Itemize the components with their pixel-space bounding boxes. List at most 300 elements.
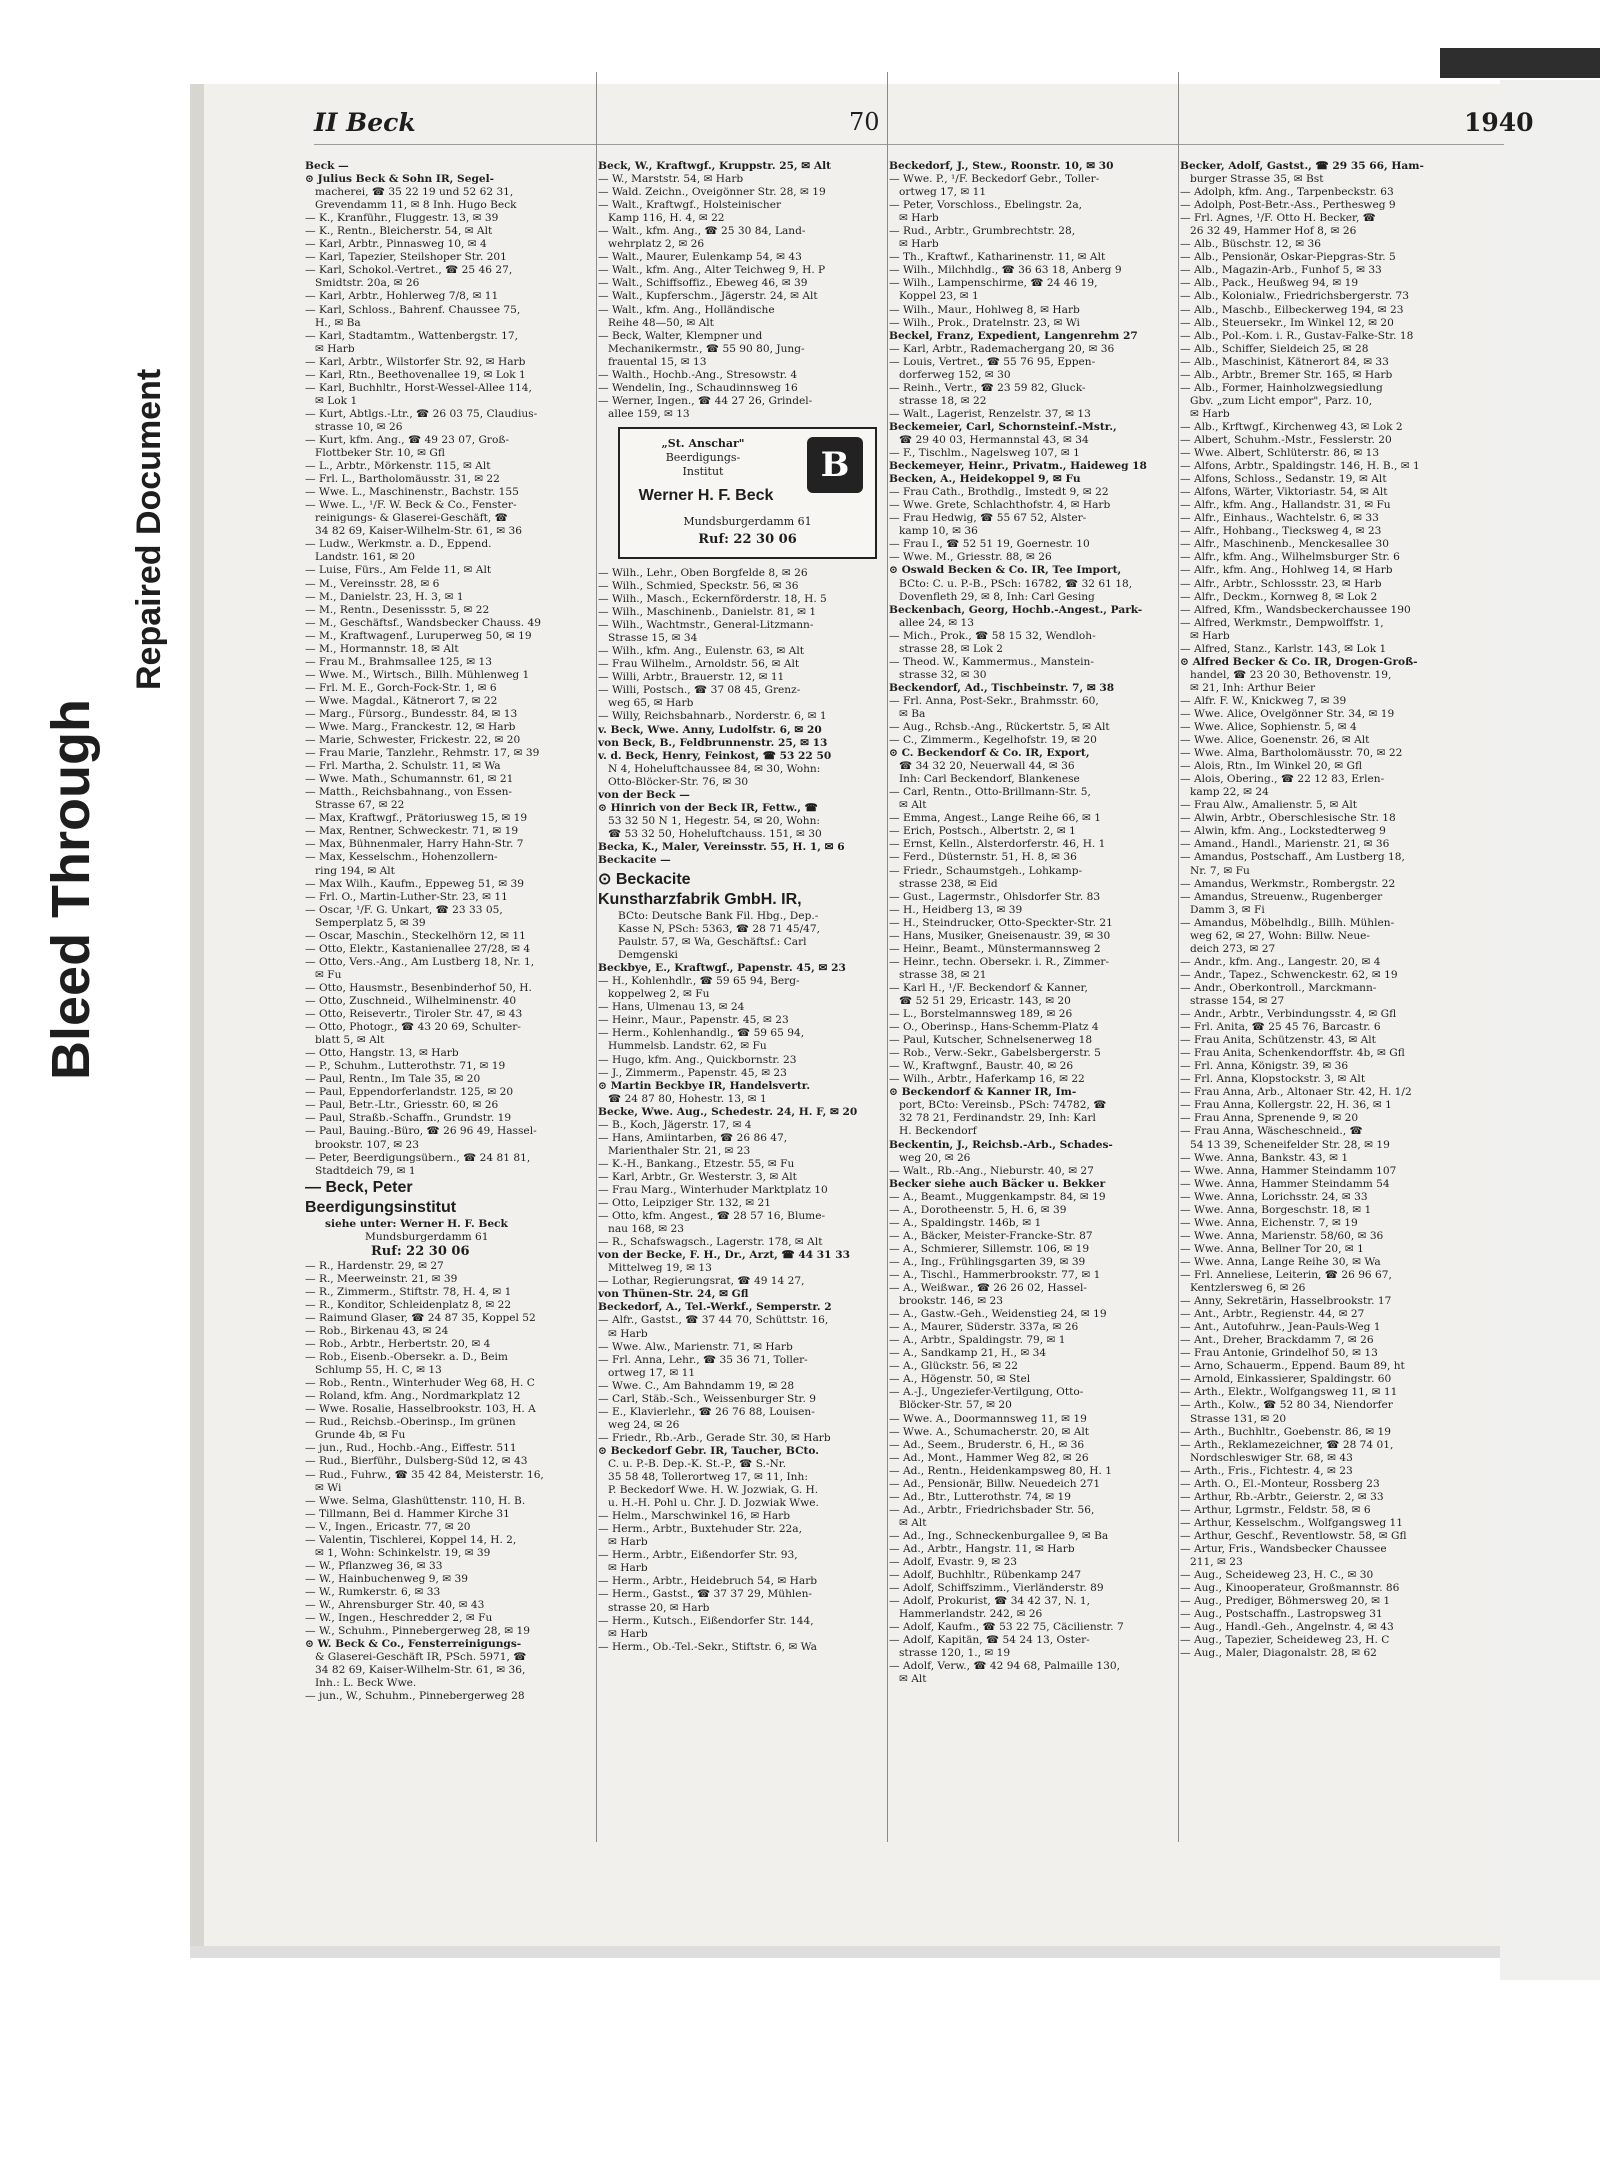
directory-entry: brookstr. 146, ✉ 23 — [899, 1295, 1004, 1308]
directory-entry: ✉ Harb — [608, 1327, 648, 1340]
directory-entry: — Alfr., Einhaus., Wachtelstr. 6, ✉ 33 — [1180, 512, 1379, 525]
directory-entry: von der Beck — — [598, 788, 690, 801]
directory-entry: Beckendorf, Ad., Tischbeinstr. 7, ✉ 38 — [889, 681, 1115, 694]
directory-entry: — Andr., Tapez., Schwenckestr. 62, ✉ 19 — [1180, 968, 1398, 981]
directory-entry: — M., Geschäftsf., Wandsbecker Chauss. 49 — [305, 616, 541, 629]
directory-entry: Kentzlersweg 6, ✉ 26 — [1190, 1282, 1306, 1295]
directory-entry: — Otto, kfm. Angest., ☎ 28 57 16, Blume- — [598, 1210, 826, 1223]
directory-entry: — Ant., Arbtr., Regienstr. 44, ✉ 27 — [1180, 1308, 1365, 1321]
page-year: 1940 — [1464, 108, 1534, 137]
directory-entry: — Karl, Arbtr., Rademachergang 20, ✉ 36 — [889, 342, 1115, 355]
directory-entry: — Wwe. Alice, Goenenstr. 26, ✉ Alt — [1180, 734, 1370, 747]
directory-entry: — Alfr., Deckm., Kornweg 8, ✉ Lok 2 — [1180, 590, 1378, 603]
directory-entry: — Ad., Arbtr., Hangstr. 11, ✉ Harb — [889, 1542, 1075, 1555]
directory-entry: — W., Marststr. 54, ✉ Harb — [598, 173, 744, 186]
directory-entry: — Alfr., kfm. Ang., Hohlweg 14, ✉ Harb — [1180, 564, 1393, 577]
stamp-bleed-through: Bleed Through — [41, 699, 101, 1080]
directory-entry: — Wilh., Lampenschirme, ☎ 24 46 19, — [889, 277, 1098, 290]
directory-entry: ⊙ Oswald Becken & Co. IR, Tee Import, — [889, 564, 1122, 577]
directory-entry: — Frau Anna, Kollergstr. 22, H. 36, ✉ 1 — [1180, 1099, 1392, 1112]
directory-entry: — Herm., Arbtr., Heidebruch 54, ✉ Harb — [598, 1575, 818, 1588]
directory-entry: — Frl. Anneliese, Leiterin, ☎ 26 96 67, — [1180, 1268, 1392, 1281]
directory-entry: — K., Kranführ., Fluggestr. 13, ✉ 39 — [305, 212, 499, 225]
directory-entry: — Hans, Amiintarben, ☎ 26 86 47, — [598, 1131, 788, 1144]
directory-entry: ⊙ Julius Beck & Sohn IR, Segel- — [305, 173, 495, 186]
directory-entry: — Arth., Kolw., ☎ 52 80 34, Niendorfer — [1180, 1399, 1393, 1412]
directory-entry: — Wwe. L., Maschinenstr., Bachstr. 155 — [305, 486, 519, 499]
directory-entry: — Rud., Bierführ., Dulsberg-Süd 12, ✉ 43 — [305, 1455, 528, 1468]
directory-entry: — Arthur, Geschf., Reventlowstr. 58, ✉ Gfl — [1180, 1529, 1407, 1542]
directory-entry: — Otto, Hangstr. 13, ✉ Harb — [305, 1047, 459, 1060]
directory-entry: ⊙ Martin Beckbye IR, Handelsvertr. — [598, 1079, 811, 1092]
directory-entry: ☎ 52 51 29, Ericastr. 143, ✉ 20 — [899, 995, 1071, 1007]
directory-entry: 26 32 49, Hammer Hof 8, ✉ 26 — [1190, 225, 1357, 238]
listing-title: ⊙ Beckacite — [598, 871, 691, 889]
directory-entry: ✉ Harb — [1190, 407, 1230, 420]
listing-subtitle: Beerdigungsinstitut — [305, 1198, 457, 1216]
directory-entry: u. H.-H. Pohl u. Chr. J. D. Jozwiak Wwe. — [608, 1497, 819, 1510]
directory-entry: Hummelsb. Landstr. 62, ✉ Fu — [608, 1040, 767, 1053]
directory-entry: 53 32 50 N 1, Hegestr. 54, ✉ 20, Wohn: — [608, 814, 820, 827]
directory-entry: ☎ 53 32 50, Hoheluftchauss. 151, ✉ 30 — [608, 827, 822, 840]
directory-entry: — Wilh., Maur., Hohlweg 8, ✉ Harb — [889, 303, 1080, 316]
directory-entry: — Karl, Schloss., Bahrenf. Chaussee 75, — [305, 303, 521, 316]
directory-entry: BCto: C. u. P.-B., PSch: 16782, ☎ 32 61 18, — [899, 577, 1133, 590]
directory-entry: — Arthur, Kesselschm., Wolfgangsweg 11 — [1180, 1516, 1403, 1529]
listing-detail: BCto: Deutsche Bank Fil. Hbg., Dep.- — [618, 910, 819, 923]
directory-entry: — Otto, Reisevertr., Tiroler Str. 47, ✉ 43 — [305, 1008, 523, 1021]
directory-entry: — Wwe. Marg., Franckestr. 12, ✉ Harb — [305, 721, 516, 734]
directory-entry: — Walt., Maurer, Eulenkamp 54, ✉ 43 — [598, 251, 802, 264]
directory-entry: — Alfr. F. W., Knickweg 7, ✉ 39 — [1180, 694, 1347, 707]
directory-entry: Beckedorf, J., Stew., Roonstr. 10, ✉ 30 — [889, 160, 1114, 172]
directory-entry: — Wwe. Anna, Borgeschstr. 18, ✉ 1 — [1180, 1203, 1372, 1216]
directory-entry: — A., Schmierer, Sillemstr. 106, ✉ 19 — [889, 1242, 1090, 1255]
directory-entry: — Frl. Martha, 2. Schulstr. 11, ✉ Wa — [305, 760, 501, 773]
directory-entry: — Hugo, kfm. Ang., Quickbornstr. 23 — [598, 1053, 797, 1066]
listing-detail: Kasse N, PSch: 5363, ☎ 28 71 45/47, — [618, 923, 820, 936]
directory-entry: — Frau Anna, Wäscheschneid., ☎ — [1180, 1125, 1363, 1138]
directory-entry: — V., Ingen., Ericastr. 77, ✉ 20 — [305, 1520, 471, 1533]
directory-entry: — Alb., Kolonialw., Friedrichsbergerstr. 73 — [1180, 290, 1410, 303]
directory-entry: — Willi, Arbtr., Brauerstr. 12, ✉ 11 — [598, 671, 785, 684]
page-number: 70 — [849, 108, 880, 136]
directory-entry: — Paul, Bauing.-Büro, ☎ 26 96 49, Hassel- — [305, 1125, 537, 1138]
directory-entry: — A., Dorotheenstr. 5, H. 6, ✉ 39 — [889, 1203, 1067, 1216]
ad-logo-icon: B — [807, 437, 863, 493]
directory-entry: handel, ☎ 23 20 30, Bethovenstr. 19, — [1190, 668, 1392, 681]
directory-entry: — F., Tischlm., Nagelsweg 107, ✉ 1 — [889, 447, 1080, 460]
directory-entry: ✉ Lok 1 — [315, 394, 358, 407]
directory-entry: ☎ 24 87 80, Hohestr. 13, ✉ 1 — [608, 1092, 767, 1105]
listing-title: — Beck, Peter — [305, 1178, 413, 1196]
directory-entry: ✉ Harb — [315, 342, 355, 355]
directory-entry: — Wwe. Alw., Marienstr. 71, ✉ Harb — [598, 1340, 793, 1353]
directory-entry: — Aug., Tapezier, Scheideweg 23, H. C — [1180, 1634, 1390, 1647]
directory-entry: allee 159, ✉ 13 — [608, 407, 690, 420]
directory-entry: — Alb., Arbtr., Bremer Str. 165, ✉ Harb — [1180, 368, 1393, 381]
directory-entry: — Adolph, Post-Betr.-Ass., Perthesweg 9 — [1180, 199, 1396, 212]
directory-entry: — Frau M., Brahmsallee 125, ✉ 13 — [305, 655, 492, 668]
directory-entry: — Otto, Elektr., Kastanienallee 27/28, ✉ 4 — [305, 942, 531, 955]
directory-entry: — Adolf, Buchhltr., Rübenkamp 247 — [889, 1569, 1082, 1582]
directory-entry: port, BCto: Vereinsb., PSch: 74782, ☎ — [899, 1099, 1107, 1112]
directory-entry: strasse 154, ✉ 27 — [1190, 995, 1285, 1007]
directory-entry: — Walt., kfm. Ang., Holländische — [598, 303, 775, 316]
directory-entry: ✉ 1, Wohn: Schinkelstr. 19, ✉ 39 — [315, 1546, 491, 1559]
directory-entry: — Hans, Ulmenau 13, ✉ 24 — [598, 1001, 745, 1014]
directory-entry: — Frau Anita, Schützenstr. 43, ✉ Alt — [1180, 1034, 1376, 1047]
directory-entry: — R., Meerweinstr. 21, ✉ 39 — [305, 1272, 458, 1285]
directory-entry: — W., Pflanzweg 36, ✉ 33 — [305, 1559, 443, 1572]
directory-entry: — Adolf, Verw., ☎ 42 94 68, Palmaille 130, — [889, 1660, 1120, 1673]
directory-entry: — Karl, Arbtr., Wilstorfer Str. 92, ✉ Harb — [305, 355, 526, 368]
directory-entry: — Adolf, Evastr. 9, ✉ 23 — [889, 1556, 1017, 1569]
directory-entry: — Arth., Reklamezeichner, ☎ 28 74 01, — [1180, 1438, 1394, 1451]
directory-entry: Reihe 48—50, ✉ Alt — [608, 316, 714, 329]
directory-entry: Nr. 7, ✉ Fu — [1190, 864, 1250, 877]
directory-entry: — Karl, Rtn., Beethovenallee 19, ✉ Lok 1 — [305, 368, 526, 381]
directory-entry: — Alb., Schiffer, Sieldeich 25, ✉ 28 — [1180, 342, 1369, 355]
directory-entry: — Ad., Seem., Bruderstr. 6, H., ✉ 36 — [889, 1438, 1085, 1451]
directory-entry: — A., Ing., Frühlingsgarten 39, ✉ 39 — [889, 1255, 1086, 1268]
directory-entry: Beckenbach, Georg, Hochb.-Angest., Park- — [889, 603, 1143, 616]
directory-entry: — Wwe. Math., Schumannstr. 61, ✉ 21 — [305, 773, 514, 786]
directory-entry: Beckentin, J., Reichsb.-Arb., Schades- — [889, 1138, 1113, 1151]
directory-entry: — R., Hardenstr. 29, ✉ 27 — [305, 1259, 444, 1272]
directory-entry: — Alb., Pol.-Kom. i. R., Gustav-Falke-Str. 18 — [1180, 329, 1414, 342]
directory-entry: — Matth., Reichsbahnang., von Essen- — [305, 786, 512, 799]
directory-entry: Becken, A., Heidekoppel 9, ✉ Fu — [889, 473, 1081, 486]
directory-entry: Becker siehe auch Bäcker u. Bekker — [889, 1177, 1106, 1190]
directory-entry: — Wilh., Masch., Eckernförderstr. 18, H. 5 — [598, 593, 827, 606]
directory-entry: — C., Zimmerm., Kegelhofstr. 19, ✉ 20 — [889, 734, 1097, 747]
directory-entry: — Rob., Verw.-Sekr., Gabelsbergerstr. 5 — [889, 1047, 1101, 1060]
directory-entry: Beck — — [305, 160, 349, 172]
directory-entry: — Paul, Rentn., Im Tale 35, ✉ 20 — [305, 1073, 481, 1086]
directory-entry: — Alb., Pensionär, Oskar-Piepgras-Str. 5 — [1180, 251, 1396, 264]
directory-entry: — Th., Kraftwf., Katharinenstr. 11, ✉ Alt — [889, 251, 1106, 264]
directory-entry: — Arnold, Einkassierer, Spaldingstr. 60 — [1180, 1373, 1392, 1386]
directory-entry: — Aug., Rchsb.-Ang., Rückertstr. 5, ✉ Alt — [889, 721, 1110, 734]
ad-line: Beerdigungs- — [665, 450, 741, 464]
directory-entry: Landstr. 161, ✉ 20 — [315, 551, 415, 564]
directory-entry: v. Beck, Wwe. Anny, Ludolfstr. 6, ✉ 20 — [598, 723, 822, 736]
directory-entry: — Herm., Ob.-Tel.-Sekr., Stiftstr. 6, ✉ Wa — [598, 1640, 817, 1653]
ad-phone: Ruf: 22 30 06 — [698, 531, 797, 547]
directory-entry: — Wwe. Anna, Lange Reihe 30, ✉ Wa — [1180, 1255, 1381, 1268]
directory-entry: — Adolf, Schiffszimm., Vierländerstr. 89 — [889, 1582, 1104, 1595]
directory-entry: — jun., Rud., Hochb.-Ang., Eiffestr. 511 — [305, 1442, 517, 1455]
page-bottom-edge — [190, 1946, 1500, 1958]
directory-entry: — Wwe. M., Wirtsch., Billh. Mühlenweg 1 — [305, 668, 530, 681]
directory-entry: Beckacite — — [598, 853, 671, 866]
directory-entry: — Adolph, kfm. Ang., Tarpenbeckstr. 63 — [1180, 186, 1394, 199]
directory-entry: — Walt., kfm. Ang., ☎ 25 30 84, Land- — [598, 225, 806, 238]
directory-entry: — Karl, Schokol.-Vertret., ☎ 25 46 27, — [305, 264, 513, 277]
directory-entry: — M., Hormannstr. 18, ✉ Alt — [305, 642, 459, 655]
directory-entry: — Arth., Elektr., Wolfgangsweg 11, ✉ 11 — [1180, 1386, 1398, 1399]
directory-entry: — Frau I., ☎ 52 51 19, Goernestr. 10 — [889, 538, 1090, 551]
directory-entry: — Alwin, Arbtr., Oberschlesische Str. 18 — [1180, 812, 1396, 825]
directory-entry: — Heinr., Maur., Papenstr. 45, ✉ 23 — [598, 1014, 789, 1027]
directory-entry: ✉ Harb — [1190, 629, 1230, 642]
directory-entry: — Ad., Arbtr., Friedrichsbader Str. 56, — [889, 1503, 1095, 1516]
directory-entry: ortweg 17, ✉ 11 — [899, 186, 987, 199]
directory-entry: — Frl. Anna, Klopstockstr. 3, ✉ Alt — [1180, 1073, 1366, 1086]
directory-entry: strasse 18, ✉ 22 — [899, 394, 987, 407]
directory-entry: — Wwe. Alice, Ovelgönner Str. 34, ✉ 19 — [1180, 707, 1395, 720]
directory-entry: — A., Maurer, Süderstr. 337a, ✉ 26 — [889, 1321, 1079, 1334]
directory-entry: — Alfons, Schloss., Sedanstr. 19, ✉ Alt — [1180, 473, 1387, 486]
directory-entry: — A., Glückstr. 56, ✉ 22 — [889, 1360, 1019, 1373]
directory-entry: ring 194, ✉ Alt — [315, 864, 395, 877]
directory-entry: — Wwe. P., ¹/F. Beckedorf Gebr., Toller- — [889, 173, 1100, 186]
directory-entry: — Wwe. Magdal., Kätnerort 7, ✉ 22 — [305, 694, 498, 707]
directory-entry: macherei, ☎ 35 22 19 und 52 62 31, — [315, 186, 514, 199]
directory-entry: — Karl, Stadtamtm., Wattenbergstr. 17, — [305, 329, 518, 342]
directory-entry: — Arno, Schauerm., Eppend. Baum 89, ht — [1180, 1360, 1405, 1373]
directory-entry: — Adolf, Kapitän, ☎ 54 24 13, Oster- — [889, 1634, 1090, 1647]
directory-entry: — Wilh., Wachtmstr., General-Litzmann- — [598, 619, 814, 632]
directory-entry: — Alb., Büschstr. 12, ✉ 36 — [1180, 238, 1321, 251]
directory-entry: — L., Arbtr., Mörkenstr. 115, ✉ Alt — [305, 460, 491, 473]
directory-entry: — Arth. O., El.-Monteur, Rossberg 23 — [1180, 1477, 1380, 1490]
directory-entry: — Peter, Beerdigungsübern., ☎ 24 81 81, — [305, 1151, 531, 1164]
scan-edge-bar — [1440, 48, 1600, 78]
listing-address: Mundsburgerdamm 61 — [365, 1230, 489, 1243]
directory-entry: — W., Hainbuchenweg 9, ✉ 39 — [305, 1572, 469, 1585]
directory-entry: Grunde 4b, ✉ Fu — [315, 1429, 406, 1442]
directory-entry: — Wilh., Lehr., Oben Borgfelde 8, ✉ 26 — [598, 566, 808, 579]
directory-entry: — Erich, Postsch., Albertstr. 2, ✉ 1 — [889, 825, 1076, 838]
directory-entry: Otto-Blöcker-Str. 76, ✉ 30 — [608, 775, 749, 788]
directory-entry: — Alois, Rtn., Im Winkel 20, ✉ Gfl — [1180, 760, 1363, 773]
directory-entry: — Wwe. Alice, Sophienstr. 5, ✉ 4 — [1180, 721, 1357, 734]
directory-entry: — Ad., Mont., Hammer Weg 82, ✉ 26 — [889, 1451, 1089, 1464]
directory-entry: — A., Högenstr. 50, ✉ Stel — [889, 1373, 1031, 1386]
directory-entry: — Frl. O., Martin-Luther-Str. 23, ✉ 11 — [305, 890, 508, 903]
directory-entry: — Rud., Reichsb.-Oberinsp., Im grünen — [305, 1416, 516, 1429]
column-divider — [596, 72, 597, 1842]
directory-page — [190, 84, 1534, 1946]
directory-entry: — Arth., Buchhltr., Goebenstr. 86, ✉ 19 — [1180, 1425, 1391, 1438]
directory-entry: ✉ Harb — [899, 212, 939, 225]
directory-entry: — Frau Antonie, Grindelhof 50, ✉ 13 — [1180, 1347, 1378, 1360]
directory-entry: — Frau Marg., Winterhuder Marktplatz 10 — [598, 1184, 828, 1196]
directory-entry: — Karl, Tapezier, Steilshoper Str. 201 — [305, 251, 507, 264]
directory-entry: Beckel, Franz, Expedient, Langenrehm 27 — [889, 329, 1138, 342]
directory-entry: 211, ✉ 23 — [1190, 1556, 1243, 1569]
directory-entry: — Alb., Maschb., Eilbeckerweg 194, ✉ 23 — [1180, 303, 1404, 316]
directory-entry: — Adolf, Prokurist, ☎ 34 42 37, N. 1, — [889, 1595, 1091, 1608]
directory-entry: — Herm., Gastst., ☎ 37 37 29, Mühlen- — [598, 1588, 812, 1601]
directory-entry: — Wwe. Anna, Marienstr. 58/60, ✉ 36 — [1180, 1229, 1384, 1242]
directory-entry: ortweg 17, ✉ 11 — [608, 1366, 696, 1379]
directory-entry: — Paul, Eppendorferlandstr. 125, ✉ 20 — [305, 1086, 514, 1099]
directory-entry: strasse 28, ✉ Lok 2 — [899, 642, 1003, 655]
directory-entry: — Max, Bühnenmaler, Harry Hahn-Str. 7 — [305, 838, 524, 851]
directory-entry: — A., Gastw.-Geh., Weidenstieg 24, ✉ 19 — [889, 1308, 1107, 1321]
directory-entry: Becker, Adolf, Gastst., ☎ 29 35 66, Ham- — [1180, 160, 1424, 172]
directory-entry: — Amand., Handl., Marienstr. 21, ✉ 36 — [1180, 838, 1390, 851]
directory-entry: Strasse 15, ✉ 34 — [608, 632, 698, 645]
directory-entry: — A., Bäcker, Meister-Francke-Str. 87 — [889, 1229, 1093, 1242]
directory-entry: ☎ 34 32 20, Neuerwall 44, ✉ 36 — [899, 760, 1075, 773]
directory-entry: — Frl. Agnes, ¹/F. Otto H. Becker, ☎ — [1180, 212, 1376, 225]
directory-entry: — Wwe. Anna, Hammer Steindamm 54 — [1180, 1177, 1390, 1190]
directory-entry: — K., Rentn., Bleicherstr. 54, ✉ Alt — [305, 225, 493, 238]
directory-entry: — Ad., Ing., Schneckenburgallee 9, ✉ Ba — [889, 1529, 1109, 1542]
directory-entry: — Alb., Steuersekr., Im Winkel 12, ✉ 20 — [1180, 316, 1394, 329]
directory-entry: Inh: Carl Beckendorf, Blankenese — [899, 773, 1080, 786]
directory-entry: — Karl, Arbtr., Gr. Westerstr. 3, ✉ Alt — [598, 1170, 797, 1183]
directory-entry: Beckemeyer, Heinr., Privatm., Haideweg 18 — [889, 460, 1147, 473]
directory-entry: — Frau Anna, Arb., Altonaer Str. 42, H. 1/2 — [1180, 1086, 1412, 1099]
directory-entry: Koppel 23, ✉ 1 — [899, 290, 979, 303]
directory-entry: — Friedr., Schaumstgeh., Lohkamp- — [889, 864, 1083, 877]
directory-entry: — Artur, Fris., Wandsbecker Chaussee — [1180, 1542, 1387, 1555]
directory-entry: — Wilh., Schmied, Speckstr. 56, ✉ 36 — [598, 579, 799, 592]
directory-entry: — A., Beamt., Muggenkampstr. 84, ✉ 19 — [889, 1190, 1106, 1203]
listing-subtitle: Kunstharzfabrik GmbH. IR, — [598, 891, 802, 909]
directory-entry: — Walt., Kupferschm., Jägerstr. 24, ✉ Alt — [598, 290, 818, 303]
directory-entry: — Rob., Birkenau 43, ✉ 24 — [305, 1324, 449, 1337]
directory-entry: — Wwe. Anna, Bellner Tor 20, ✉ 1 — [1180, 1242, 1364, 1255]
directory-entry: — Wwe. Anna, Lorichsstr. 24, ✉ 33 — [1180, 1190, 1368, 1203]
directory-entry: — Frl. Anna, Post-Sekr., Brahmsstr. 60, — [889, 694, 1099, 707]
directory-entry: — Alwin, kfm. Ang., Lockstedterweg 9 — [1180, 825, 1386, 838]
directory-entry: — Alb., Former, Hainholzwegsiedlung — [1180, 381, 1383, 394]
directory-entry: Blöcker-Str. 57, ✉ 20 — [899, 1399, 1012, 1412]
directory-entry: — Alb., Magazin-Arb., Funhof 5, ✉ 33 — [1180, 264, 1382, 277]
directory-entry: 34 82 69, Kaiser-Wilhelm-Str. 61, ✉ 36 — [315, 525, 522, 538]
directory-entry: strasse 38, ✉ 21 — [899, 968, 987, 981]
directory-entry: Nordschleswiger Str. 68, ✉ 43 — [1190, 1451, 1353, 1464]
directory-entry: — O., Oberinsp., Hans-Schemm-Platz 4 — [889, 1021, 1099, 1034]
directory-entry: — Frl. Anita, ☎ 25 45 76, Barcastr. 6 — [1180, 1021, 1381, 1034]
directory-entry: — Frau Anna, Sprenende 9, ✉ 20 — [1180, 1112, 1359, 1125]
directory-entry: — Alfred, Werkmstr., Dempwolffstr. 1, — [1180, 616, 1384, 629]
directory-entry: — Peter, Vorschloss., Ebelingstr. 2a, — [889, 199, 1083, 212]
directory-entry: 54 13 39, Scheneifelder Str. 28, ✉ 19 — [1190, 1138, 1390, 1151]
directory-entry: — Herm., Arbtr., Eißendorfer Str. 93, — [598, 1549, 798, 1562]
directory-entry: — L., Borstelmannsweg 189, ✉ 26 — [889, 1008, 1073, 1021]
directory-entry: — Otto, Vers.-Ang., Am Lustberg 18, Nr. 1, — [305, 955, 535, 968]
directory-entry: — A., Tischl., Hammerbrookstr. 77, ✉ 1 — [889, 1268, 1101, 1281]
directory-entry: Semperplatz 5, ✉ 39 — [315, 916, 426, 929]
next-page-strip — [1500, 80, 1600, 1980]
directory-entry: — Werner, Ingen., ☎ 44 27 26, Grindel- — [598, 394, 813, 407]
directory-entry: — R., Zimmerm., Stiftstr. 78, H. 4, ✉ 1 — [305, 1285, 512, 1298]
directory-entry: — Wilh., Arbtr., Haferkamp 16, ✉ 22 — [889, 1073, 1085, 1086]
directory-entry: — Aug., Postschaffn., Lastropsweg 31 — [1180, 1608, 1383, 1621]
directory-entry: — Frau Cath., Brothdlg., Imstedt 9, ✉ 22 — [889, 486, 1109, 499]
directory-entry: — Karl, Arbtr., Hohlerweg 7/8, ✉ 11 — [305, 290, 499, 303]
directory-entry: weg 20, ✉ 26 — [899, 1151, 971, 1164]
directory-entry: — Wwe. L., ¹/F. W. Beck & Co., Fenster- — [305, 499, 517, 512]
directory-entry: frauental 15, ✉ 13 — [608, 355, 707, 368]
directory-entry: — Otto, Hausmstr., Besenbinderhof 50, H. — [305, 981, 532, 994]
directory-entry: 32 78 21, Ferdinandstr. 29, Inh: Karl — [899, 1112, 1096, 1125]
directory-entry: — A., Weißwar., ☎ 26 26 02, Hassel- — [889, 1282, 1087, 1295]
directory-entry: — W., Ingen., Heschredder 2, ✉ Fu — [305, 1612, 493, 1625]
directory-entry: — Lothar, Regierungsrat, ☎ 49 14 27, — [598, 1275, 805, 1288]
directory-entry: — Alois, Obering., ☎ 22 12 83, Erlen- — [1180, 773, 1385, 786]
directory-entry: — Wwe. A., Schumacherstr. 20, ✉ Alt — [889, 1425, 1090, 1438]
directory-entry: ✉ Harb — [608, 1627, 648, 1640]
directory-entry: — Beck, Walter, Klempner und — [598, 329, 763, 342]
directory-entry: ✉ Wi — [315, 1481, 342, 1494]
directory-entry: — Carl, Stäb.-Sch., Weissenburger Str. 9 — [598, 1392, 816, 1405]
directory-entry: reinigungs- & Glaserei-Geschäft, ☎ — [315, 512, 508, 525]
directory-entry: — Frl. Anna, Königstr. 39, ✉ 36 — [1180, 1060, 1349, 1073]
directory-entry: — Adolf, Kaufm., ☎ 53 22 75, Cäcilienstr. 7 — [889, 1621, 1124, 1634]
directory-entry: — Andr., Arbtr., Verbindungsstr. 4, ✉ Gfl — [1180, 1008, 1397, 1021]
directory-entry: weg 62, ✉ 27, Wohn: Billw. Neue- — [1190, 929, 1370, 942]
directory-entry: ✉ Fu — [315, 968, 342, 981]
directory-entry: ⊙ Beckedorf Gebr. IR, Taucher, BCto. — [598, 1444, 819, 1457]
directory-entry: — Max, Kraftwgf., Prätoriusweg 15, ✉ 19 — [305, 812, 528, 825]
directory-entry: Gbv. „zum Licht empor", Parz. 10, — [1190, 394, 1373, 407]
directory-entry: ⊙ Hinrich von der Beck IR, Fettw., ☎ — [598, 801, 818, 814]
ad-line: Institut — [682, 464, 724, 478]
directory-entry: deich 273, ✉ 27 — [1190, 942, 1276, 955]
directory-entry: — Wilh., kfm. Ang., Eulenstr. 63, ✉ Alt — [598, 645, 804, 658]
directory-entry: — Rud., Arbtr., Grumbrechtstr. 28, — [889, 225, 1076, 238]
directory-entry: — Karl, Buchhltr., Horst-Wessel-Allee 114, — [305, 381, 532, 394]
directory-entry: — Arthur, Rb.-Arbtr., Geierstr. 2, ✉ 33 — [1180, 1490, 1384, 1503]
directory-entry: — B., Koch, Jägerstr. 17, ✉ 4 — [598, 1118, 752, 1131]
directory-entry: kamp 22, ✉ 24 — [1190, 786, 1269, 799]
directory-entry: — Amandus, Streuenw., Rugenberger — [1180, 890, 1383, 903]
directory-entry: — Karl H., ¹/F. Beckendorf & Kanner, — [889, 981, 1088, 994]
directory-entry: — Wwe. M., Griesstr. 88, ✉ 26 — [889, 551, 1052, 564]
directory-entry: — Rob., Arbtr., Herbertstr. 20, ✉ 4 — [305, 1338, 491, 1351]
directory-entry: — Theod. W., Kammermus., Manstein- — [889, 655, 1094, 668]
directory-entry: — Andr., Oberkontroll., Marckmann- — [1180, 981, 1377, 994]
directory-entry: — Alb., Pack., Heußweg 94, ✉ 19 — [1180, 277, 1359, 290]
directory-entry: — Wilh., Prok., Dratelnstr. 23, ✉ Wi — [889, 316, 1080, 329]
directory-entry: — Alfr., Gastst., ☎ 37 44 70, Schüttstr. 16, — [598, 1314, 829, 1327]
directory-entry: burger Strasse 35, ✉ Bst — [1190, 173, 1324, 186]
directory-entry: — Aug., Prediger, Böhmersweg 20, ✉ 1 — [1180, 1595, 1391, 1608]
directory-entry: — Alfons, Arbtr., Spaldingstr. 146, H. B., ✉ 1 — [1180, 460, 1420, 473]
directory-entry: — Ant., Dreher, Brackdamm 7, ✉ 26 — [1180, 1334, 1374, 1347]
listing-detail: Paulstr. 57, ✉ Wa, Geschäftsf.: Carl — [618, 936, 807, 949]
directory-entry: — W., Ahrensburger Str. 40, ✉ 43 — [305, 1598, 485, 1611]
directory-entry: — Paul, Straßb.-Schaffn., Grundstr. 19 — [305, 1112, 512, 1125]
ad-line: „St. Anschar" — [661, 436, 745, 450]
directory-entry: — Anny, Sekretärin, Hasselbrookstr. 17 — [1180, 1295, 1392, 1308]
directory-entry: — Frau Wilhelm., Arnoldstr. 56, ✉ Alt — [598, 658, 800, 671]
directory-entry: — Helm., Marschwinkel 16, ✉ Harb — [598, 1510, 791, 1523]
directory-entry: — Frau Hedwig, ☎ 55 67 52, Alster- — [889, 512, 1087, 525]
directory-entry: — Valentin, Tischlerei, Koppel 14, H. 2, — [305, 1533, 517, 1546]
directory-entry: — Aug., Handl.-Geh., Angelnstr. 4, ✉ 43 — [1180, 1621, 1394, 1634]
directory-entry: — jun., W., Schuhm., Pinnebergerweg 28 — [305, 1690, 525, 1703]
directory-entry: Beckbye, E., Kraftwgf., Papenstr. 45, ✉ 23 — [598, 962, 846, 975]
directory-entry: Flottbeker Str. 10, ✉ Gfl — [315, 447, 445, 460]
directory-entry: kamp 10, ✉ 36 — [899, 525, 978, 538]
directory-entry: — A., Spaldingstr. 146b, ✉ 1 — [889, 1216, 1042, 1229]
directory-entry: N 4, Hoheluftchaussee 84, ✉ 30, Wohn: — [608, 762, 821, 775]
directory-entry: — Herm., Kohlenhandlg., ☎ 59 65 94, — [598, 1027, 805, 1040]
directory-entry: Smidtstr. 20a, ✉ 26 — [315, 277, 420, 290]
directory-entry: — W., Schuhm., Pinnebergerweg 28, ✉ 19 — [305, 1625, 530, 1638]
directory-entry: — Rob., Rentn., Winterhuder Weg 68, H. C — [305, 1377, 535, 1390]
stamp-repaired-document: Repaired Document — [130, 368, 168, 690]
